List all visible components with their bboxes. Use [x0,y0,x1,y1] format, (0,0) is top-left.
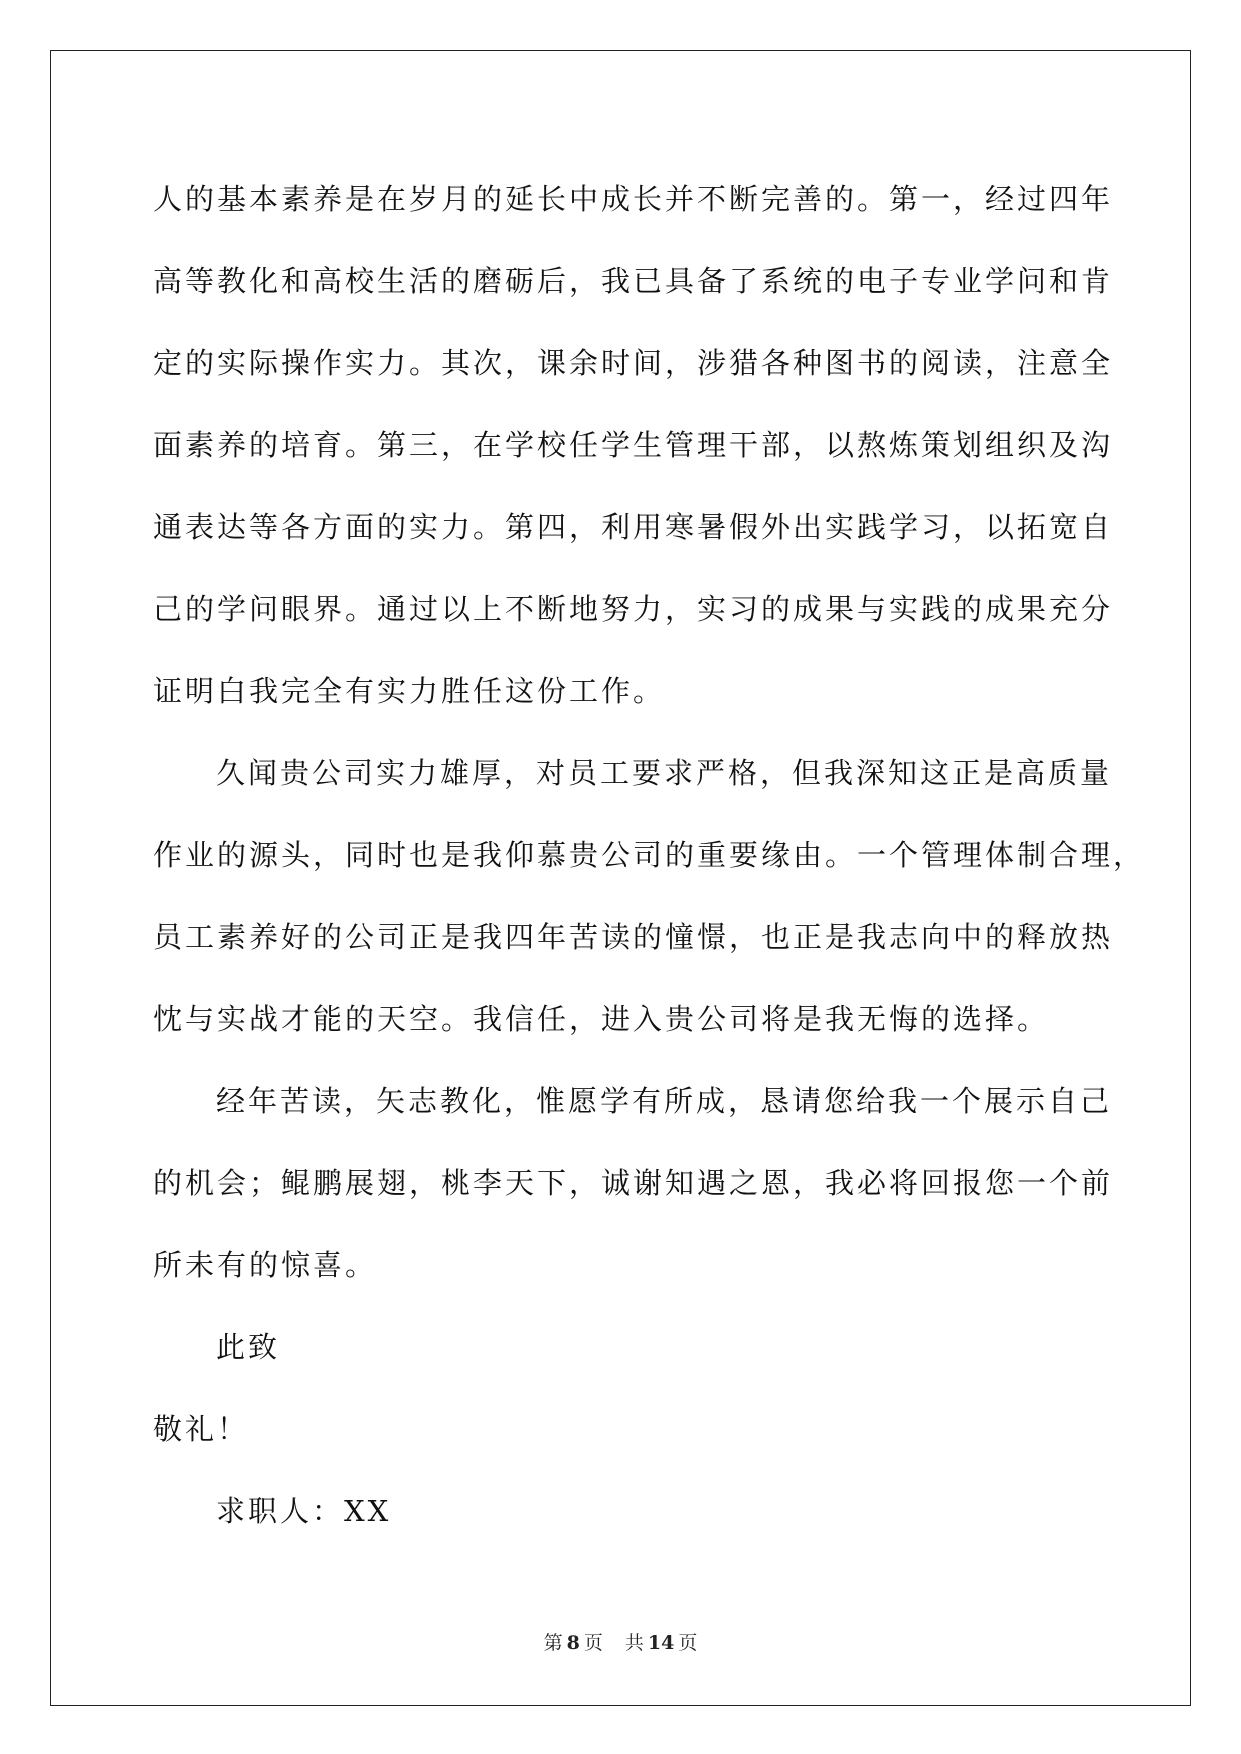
paragraph-qualifications [153,158,1114,732]
salutation-text: 此致 [216,1330,281,1364]
regards-text: 敬礼！ [153,1412,250,1446]
text-line: 忱与实战才能的天空。我信任，进入贵公司将是我无悔的选择。 [153,1002,1050,1036]
total-prefix: 共 [624,1632,644,1654]
letter-body [153,158,1146,1552]
paragraph-request [153,1060,1114,1306]
text-line: 定的实际操作实力。其次，课余时间，涉猎各种图书的阅读，注意全 [153,346,1114,380]
text-line: 己的学问眼界。通过以上不断地努力，实习的成果与实践的成果充分 [153,592,1114,626]
page-number: 8 [566,1632,580,1654]
text-line: 人的基本素养是在岁月的延长中成长并不断完善的。第一，经过四年 [153,182,1114,216]
text-line: 通表达等各方面的实力。第四，利用寒暑假外出实践学习，以拓宽自 [153,510,1114,544]
text-line: 久闻贵公司实力雄厚，对员工要求严格，但我深知这正是高质量 [216,756,1113,790]
closing-signature [153,1470,1088,1552]
text-line: 经年苦读，矢志教化，惟愿学有所成，恳请您给我一个展示自己 [216,1084,1113,1118]
signature-text: 求职人：XX [216,1494,392,1528]
closing-regards [153,1388,1088,1470]
page-prefix: 第 [543,1632,563,1654]
page-suffix: 页 [583,1632,603,1654]
text-line: 证明白我完全有实力胜任这份工作。 [153,674,666,708]
text-line: 所未有的惊喜。 [153,1248,378,1282]
total-pages: 14 [647,1632,675,1654]
text-line: 面素养的培育。第三，在学校任学生管理干部，以熬炼策划组织及沟 [153,428,1114,462]
text-line: 员工素养好的公司正是我四年苦读的憧憬，也正是我志向中的释放热 [153,920,1114,954]
text-line: 作业的源头，同时也是我仰慕贵公司的重要缘由。一个管理体制合理， [153,838,1146,872]
paragraph-company-admiration [153,732,1146,1060]
page-footer [0,1628,1241,1655]
text-line: 的机会；鲲鹏展翅，桃李天下，诚谢知遇之恩，我必将回报您一个前 [153,1166,1114,1200]
text-line: 高等教化和高校生活的磨砺后，我已具备了系统的电子专业学问和肯 [153,264,1114,298]
total-suffix: 页 [678,1632,698,1654]
closing-salutation [153,1306,1088,1388]
